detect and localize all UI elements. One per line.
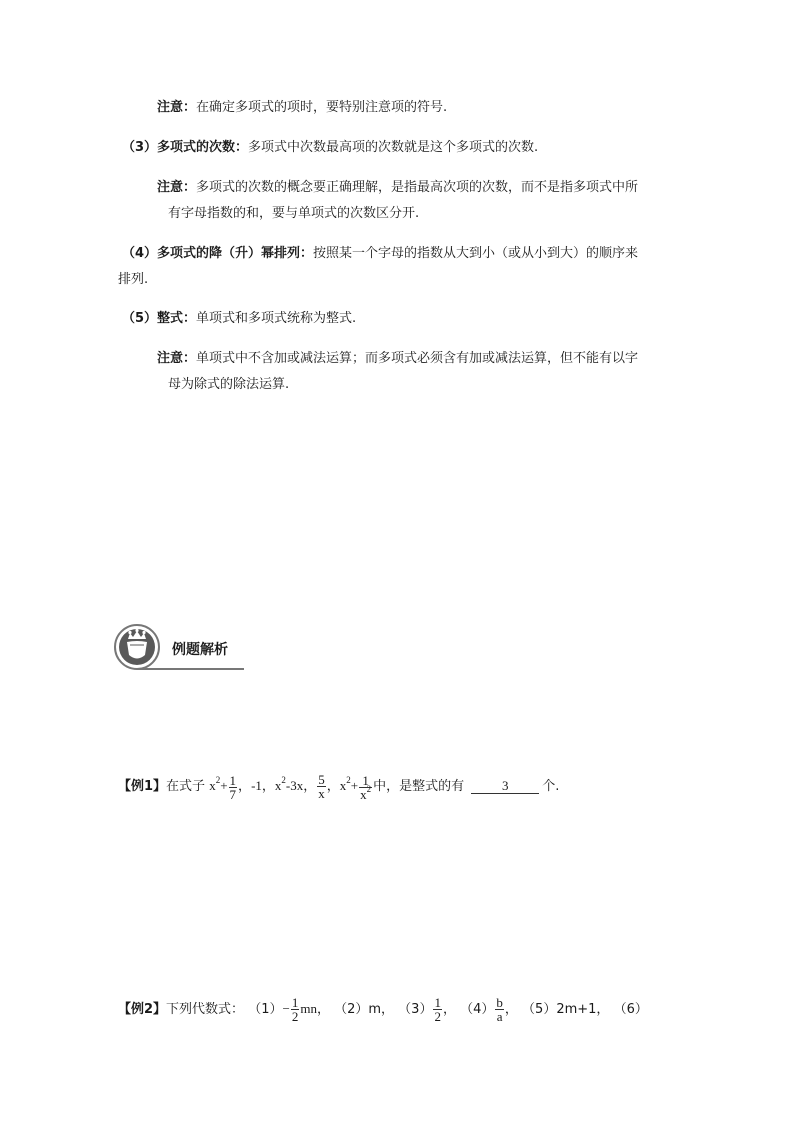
example-tail: 个. — [542, 779, 560, 794]
fraction: $\frac{b}{a}$ — [496, 995, 503, 1024]
expr-5: $x^2+$ $\frac{1}{x^2}$ — [339, 772, 372, 802]
item-label: （5）整式： — [122, 311, 197, 326]
option-3: （3） $\frac{1}{2}$ ， — [398, 995, 456, 1024]
note-label: 注意： — [157, 180, 197, 195]
example-label: 【例2】 — [118, 1002, 167, 1017]
note-label: 注意： — [157, 351, 197, 366]
note-1 — [157, 98, 447, 118]
example-1: 【例1】在式子 $x^2+$ $\frac{1}{7}$ ，-1，$x^2-3x$， $\frac{5}{x}$ ，$x^2+$ $\frac{1}{x^2}$ 中，是整式的有 3 个. — [118, 772, 560, 802]
fraction: $\frac{1}{2}$ — [291, 995, 299, 1024]
note-text: 多项式的次数的概念要正确理解，是指最高次项的次数，而不是指多项式中所 — [196, 180, 639, 195]
note-3-line1 — [157, 349, 638, 369]
item-text: 多项式中次数最高项的次数就是这个多项式的次数. — [248, 140, 539, 155]
example-2 — [118, 994, 648, 1025]
expr-1: $x^2+$ $\frac{1}{7}$ — [209, 772, 237, 802]
note-2-line1 — [157, 178, 638, 198]
item-text: 单项式和多项式统称为整式. — [196, 311, 357, 326]
note-text: 单项式中不含加或减法运算；而多项式必须含有加或减法运算，但不能有以字 — [196, 351, 639, 366]
expr-3: $x^2-3x$ — [274, 775, 304, 793]
note-text: 在确定多项式的项时，要特别注意项的符号. — [196, 100, 448, 115]
example-intro: 下列代数式： — [166, 1002, 245, 1017]
example-intro: 在式子 — [166, 779, 206, 794]
item-label: （4）多项式的降（升）幂排列： — [122, 246, 314, 261]
fraction: $\frac{5}{x}$ — [318, 772, 325, 801]
option-2: （2）m， — [334, 1002, 395, 1017]
item-text: 按照某一个字母的指数从大到小（或从小到大）的顺序来 — [313, 246, 639, 261]
example-label: 【例1】 — [118, 779, 167, 794]
item-integral-expression — [122, 309, 356, 329]
note-3-line2: 母为除式的除法运算. — [168, 377, 290, 392]
item-label: （3）多项式的次数： — [122, 140, 249, 155]
note-label: 注意： — [157, 100, 197, 115]
option-6: （6） — [613, 1002, 648, 1017]
option-5: （5）2m+1， — [522, 1002, 610, 1017]
example-mid: 中，是整式的有 — [373, 779, 465, 794]
expr-2: -1 — [251, 778, 262, 793]
answer-blank: 3 — [471, 778, 539, 794]
item-power-order-line2: 排列. — [118, 272, 149, 287]
fraction: $\frac{1}{7}$ — [229, 772, 237, 802]
note-2-line2: 有字母指数的和，要与单项式的次数区分开. — [168, 206, 420, 221]
item-power-order-line1 — [122, 244, 638, 264]
option-1: （1）− $\frac{1}{2}$ mn， — [248, 995, 330, 1024]
option-4: （4） $\frac{b}{a}$ ， — [460, 995, 518, 1024]
item-polynomial-degree — [122, 138, 538, 158]
fraction: $\frac{1}{x^2}$ — [360, 772, 372, 802]
fraction: $\frac{1}{2}$ — [434, 995, 441, 1024]
section-title: 例题解析 — [172, 642, 228, 658]
